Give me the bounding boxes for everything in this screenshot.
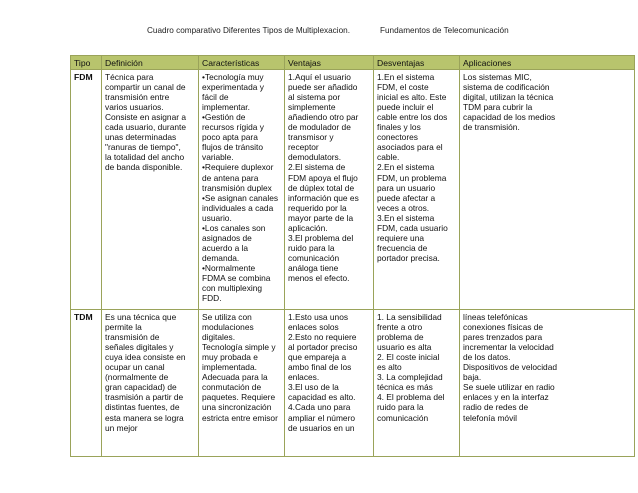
cell-text-line: 2. El coste inicial [377,352,440,363]
cell-aplicaciones [460,70,635,310]
cell-text-line: conectores [377,132,418,143]
cell-text-line: al portador preciso [288,342,358,353]
cell-text-line: enlaces y en la interfaz [463,392,549,403]
cell-text-line: fácil de [202,92,229,103]
cell-text-line: una sincronización [202,402,272,413]
cell-text-line: puede incluir el [377,102,434,113]
cell-text-line: compartir un canal de [105,82,186,93]
cell-ventajas [285,70,374,310]
cell-text-line: capacidad es alto. [288,392,356,403]
cell-aplicaciones [460,310,635,457]
cell-text-line: que empareja a [288,352,347,363]
column-header-definicion: Definición [102,56,199,70]
cell-text-line: 4. El problema del [377,392,445,403]
cell-text-line: 1.Aquí el usuario [288,72,351,83]
cell-text-line: menos el efecto. [288,272,350,283]
table-row [71,70,635,310]
cell-text-line: señales digitales y [105,342,174,353]
column-header-aplicaciones: Aplicaciones [460,56,635,70]
cell-text-line: poco apta para [202,132,258,143]
cell-text-line: digitales. [202,332,236,343]
cell-text-line: finales y los [377,122,421,133]
cell-text-line: puede afectar a [377,192,436,203]
cell-text-line: de usuarios en un [288,422,355,433]
cell-text-line: ruido para la [377,402,424,413]
cell-text-line: la totalidad del ancho [105,152,185,163]
cell-text-line: transmisión de [105,332,160,343]
cell-text-line: baja. [463,372,482,383]
cell-text-line: de antena para [202,172,259,183]
cell-desventajas [374,310,460,457]
cell-text-line: acuerdo a la [202,242,249,253]
cell-definicion [102,310,199,457]
cell-text-line: •Tecnología muy [202,72,264,83]
cell-text-line: TDM para cubrir la [463,102,533,113]
cell-text-line: transmisión duplex [202,182,272,193]
cell-text-line: Se suele utilizar en radio [463,382,555,393]
cell-text-line: FDM, el coste [377,82,429,93]
cell-text-line: recursos rígida y [202,122,264,133]
cell-text-line: •Gestión de [202,112,246,123]
cell-text-line: FDM, cada usuario [377,222,448,233]
cell-text-line: Consiste en asignar a [105,112,187,123]
cell-text-line: mayor parte de la [288,212,354,223]
cell-text-line: problema de [377,332,424,343]
cell-text-line: portador precisa. [377,252,440,263]
cell-text-line: análoga tiene [288,262,339,273]
cell-text-line: radio de redes de [463,402,529,413]
column-header-desventajas: Desventajas [374,56,460,70]
cell-tipo: FDM [71,70,102,310]
cell-text-line: requiere una [377,232,425,243]
cell-text-line: Tecnología simple y [202,342,276,353]
cell-text-line: 3.El uso de la [288,382,339,393]
cell-text-line: Los sistemas MIC, [463,72,532,83]
cell-text-line: líneas telefónicas [463,312,528,323]
cell-text-line: enlaces solos [288,322,339,333]
cell-text-line: aplicación. [288,222,328,233]
cell-text-line: esta manera se logra [105,412,184,423]
cell-text-line: implementada. [202,362,257,373]
cell-text-line: usuario es alta [377,342,432,353]
cell-text-line: para un usuario [377,182,436,193]
cell-text-line: añadiendo otro par [288,112,359,123]
cell-text-line: un mejor [105,422,138,433]
cell-text-line: "ranuras de tiempo", [105,142,181,153]
cell-text-line: Se utiliza con [202,312,252,323]
cell-text-line: incrementar la velocidad [463,342,554,353]
cell-text-line: permite la [105,322,142,333]
cell-text-line: información que es [288,192,359,203]
cell-text-line: requerido por la [288,202,347,213]
cell-text-line: de transmisión. [463,122,520,133]
document-subject: Fundamentos de Telecomunicación [380,26,509,35]
cell-text-line: usuario. [202,212,232,223]
cell-text-line: cable. [377,152,400,163]
cell-text-line: FDMA se combina [202,272,271,283]
comparison-table [70,55,635,457]
cell-text-line: demodulators. [288,152,342,163]
cell-text-line: 2.El sistema de [288,162,346,173]
cell-text-line: es alto [377,362,402,373]
cell-text-line: variable. [202,152,234,163]
cell-text-line: muy probada e [202,352,258,363]
cell-text-line: paquetes. Requiere [202,392,276,403]
cell-text-line: comunicación [288,252,340,263]
table-header-row [71,56,635,70]
cell-text-line: estricta entre emisor [202,412,278,423]
document-title: Cuadro comparativo Diferentes Tipos de Multiplexacion. [147,26,350,35]
cell-text-line: digital, utilizan la técnica [463,92,554,103]
cell-text-line: distintas fuentes, de [105,402,180,413]
cell-text-line: FDM, un problema [377,172,447,183]
table-row [71,310,635,457]
cell-text-line: telefonía móvil [463,412,517,423]
cell-text-line: 3.El problema del [288,232,354,243]
cell-text-line: con multiplexing [202,283,263,294]
cell-text-line: conexiones físicas de [463,322,544,333]
cell-text-line: •Requiere duplexor [202,162,274,173]
cell-text-line: receptor [288,142,319,153]
cell-text-line: demanda. [202,252,240,263]
cell-text-line: ampliar el número [288,412,356,423]
cell-caracteristicas [199,310,285,457]
cell-text-line: capacidad de los medios [463,112,556,123]
cell-text-line: frecuencia de [377,242,428,253]
cell-text-line: implementar. [202,102,250,113]
cell-text-line: simplemente [288,102,336,113]
cell-text-line: 2.Esto no requiere [288,332,357,343]
cell-text-line: Adecuada para la [202,372,268,383]
cell-text-line: conmutación de [202,382,262,393]
cell-text-line: pares trenzados para [463,332,543,343]
cell-text-line: experimentada y [202,82,264,93]
cell-desventajas [374,70,460,310]
cell-text-line: transmisor y [288,132,334,143]
cell-text-line: comunicación [377,412,429,423]
cell-text-line: Dispositivos de velocidad [463,362,558,373]
cell-text-line: asignados de [202,232,252,243]
cell-text-line: de banda disponible. [105,162,183,173]
cell-ventajas [285,310,374,457]
cell-text-line: cuya idea consiste en [105,352,186,363]
cell-text-line: frente a otro [377,322,423,333]
cell-text-line: •Se asignan canales [202,192,279,203]
cell-text-line: técnica es más [377,382,433,393]
cell-text-line: FDM apoya el flujo [288,172,358,183]
column-header-caracteristicas: Características [199,56,285,70]
cell-text-line: veces a otros. [377,202,430,213]
cell-text-line: individuales a cada [202,202,274,213]
cell-text-line: de modulador de [288,122,351,133]
cell-text-line: ambo final de los [288,362,352,373]
cell-text-line: asociados para el [377,142,443,153]
cell-text-line: 3. La complejidad [377,372,443,383]
cell-text-line: unas determinadas [105,132,177,143]
cell-text-line: flujos de tránsito [202,142,263,153]
cell-text-line: sistema de codificación [463,82,550,93]
cell-text-line: FDD. [202,293,222,304]
cell-text-line: 1.En el sistema [377,72,435,83]
cell-text-line: inicial es alto. Este [377,92,447,103]
cell-tipo: TDM [71,310,102,457]
cell-text-line: •Normalmente [202,262,256,273]
column-header-tipo: Tipo [71,56,102,70]
cell-text-line: al sistema por [288,92,341,103]
cell-text-line: puede ser añadido [288,82,358,93]
cell-text-line: gran capacidad) de [105,382,177,393]
cell-text-line: 1.Esto usa unos [288,312,349,323]
cell-text-line: de dúplex total de [288,182,355,193]
cell-caracteristicas [199,70,285,310]
cell-text-line: 1. La sensibilidad [377,312,442,323]
cell-text-line: modulaciones [202,322,254,333]
cell-text-line: de los datos. [463,352,511,363]
cell-text-line: 4.Cada uno para [288,402,351,413]
cell-text-line: enlaces. [288,372,320,383]
cell-definicion [102,70,199,310]
cell-text-line: transmisión entre [105,92,170,103]
cell-text-line: cable entre los dos [377,112,448,123]
cell-text-line: varios usuarios. [105,102,164,113]
cell-text-line: cada usuario, durante [105,122,187,133]
cell-text-line: ruido para la [288,242,335,253]
cell-text-line: (normalmente de [105,372,169,383]
cell-text-line: ocupar un canal [105,362,165,373]
cell-text-line: trasmisión a partir de [105,392,184,403]
cell-text-line: •Los canales son [202,222,266,233]
cell-text-line: Es una técnica que [105,312,177,323]
column-header-ventajas: Ventajas [285,56,374,70]
cell-text-line: 3.En el sistema [377,212,435,223]
cell-text-line: 2.En el sistema [377,162,435,173]
cell-text-line: Técnica para [105,72,154,83]
